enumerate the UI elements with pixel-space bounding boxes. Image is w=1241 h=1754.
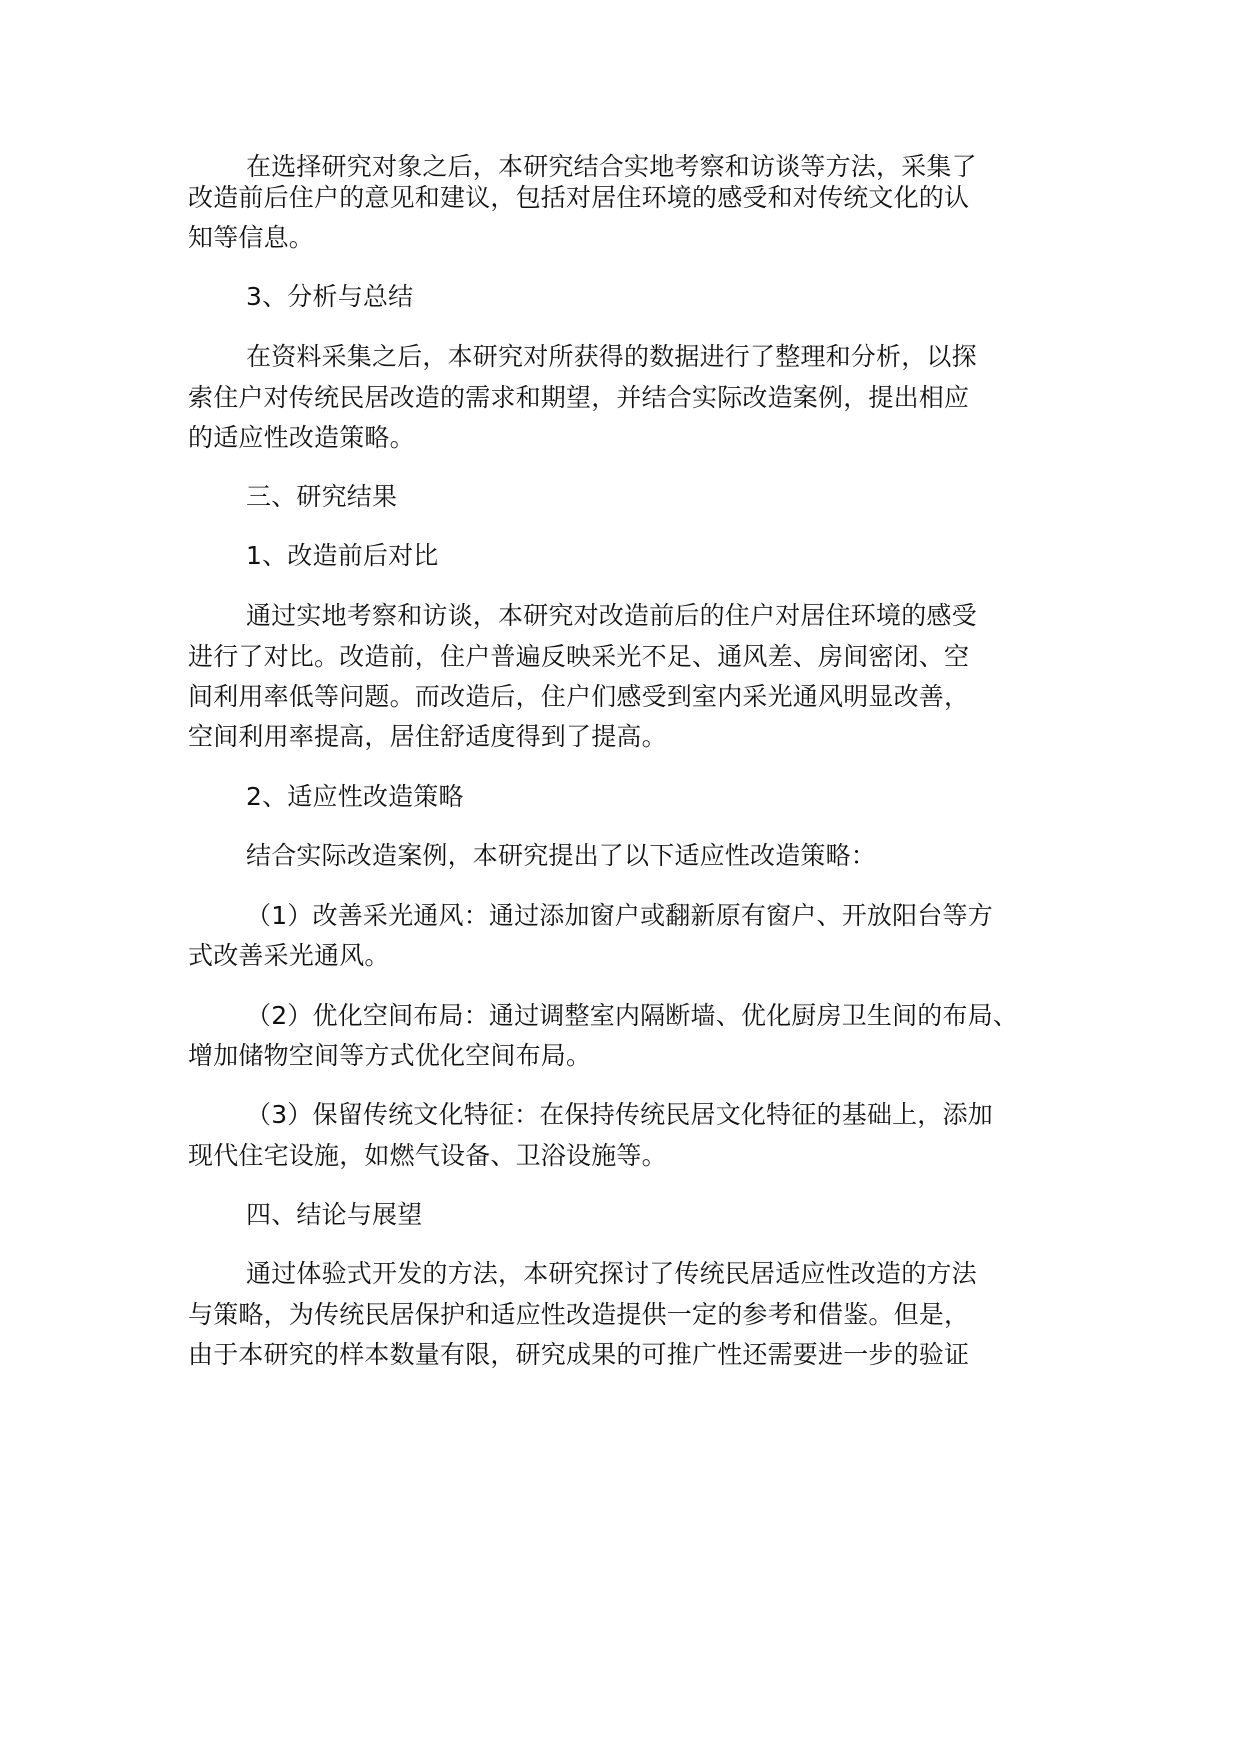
section-heading: 四、结论与展望 — [246, 1200, 423, 1229]
section-heading: 三、研究结果 — [246, 482, 398, 511]
section-heading: 3、分析与总结 — [246, 282, 414, 311]
paragraph-line: 在资料采集之后，本研究对所获得的数据进行了整理和分析，以探 — [246, 342, 977, 371]
paragraph-line: 由于本研究的样本数量有限，研究成果的可推广性还需要进一步的验证 — [188, 1340, 970, 1369]
paragraph-line: 与策略，为传统民居保护和适应性改造提供一定的参考和借鉴。但是， — [188, 1300, 970, 1329]
list-item-line: （1）改善采光通风：通过添加窗户或翻新原有窗户、开放阳台等方 — [246, 901, 993, 930]
paragraph-line: 结合实际改造案例，本研究提出了以下适应性改造策略： — [246, 841, 877, 870]
paragraph-line: 进行了对比。改造前，住户普遍反映采光不足、通风差、房间密闭、空 — [188, 642, 970, 671]
paragraph-line: 改造前后住户的意见和建议，包括对居住环境的感受和对传统文化的认 — [188, 183, 970, 212]
subsection-heading: 2、适应性改造策略 — [246, 782, 464, 811]
list-item-line: （3）保留传统文化特征：在保持传统民居文化特征的基础上，添加 — [246, 1100, 993, 1129]
paragraph-line: 通过体验式开发的方法，本研究探讨了传统民居适应性改造的方法 — [246, 1259, 977, 1288]
paragraph-line: 的适应性改造策略。 — [188, 423, 415, 452]
list-item-line: （2）优化空间布局：通过调整室内隔断墙、优化厨房卫生间的布局、 — [246, 1001, 1019, 1030]
list-item-line: 增加储物空间等方式优化空间布局。 — [188, 1041, 592, 1070]
paragraph-line: 在选择研究对象之后，本研究结合实地考察和访谈等方法，采集了 — [246, 152, 977, 181]
list-item-line: 现代住宅设施，如燃气设备、卫浴设施等。 — [188, 1141, 667, 1170]
subsection-heading: 1、改造前后对比 — [246, 541, 439, 570]
paragraph-line: 空间利用率提高，居住舒适度得到了提高。 — [188, 722, 667, 751]
list-item-line: 式改善采光通风。 — [188, 941, 390, 970]
paragraph-line: 知等信息。 — [188, 223, 315, 252]
paragraph-line: 间利用率低等问题。而改造后，住户们感受到室内采光通风明显改善， — [188, 682, 970, 711]
paragraph-line: 索住户对传统民居改造的需求和期望，并结合实际改造案例，提出相应 — [188, 383, 970, 412]
paragraph-line: 通过实地考察和访谈，本研究对改造前后的住户对居住环境的感受 — [246, 601, 977, 630]
